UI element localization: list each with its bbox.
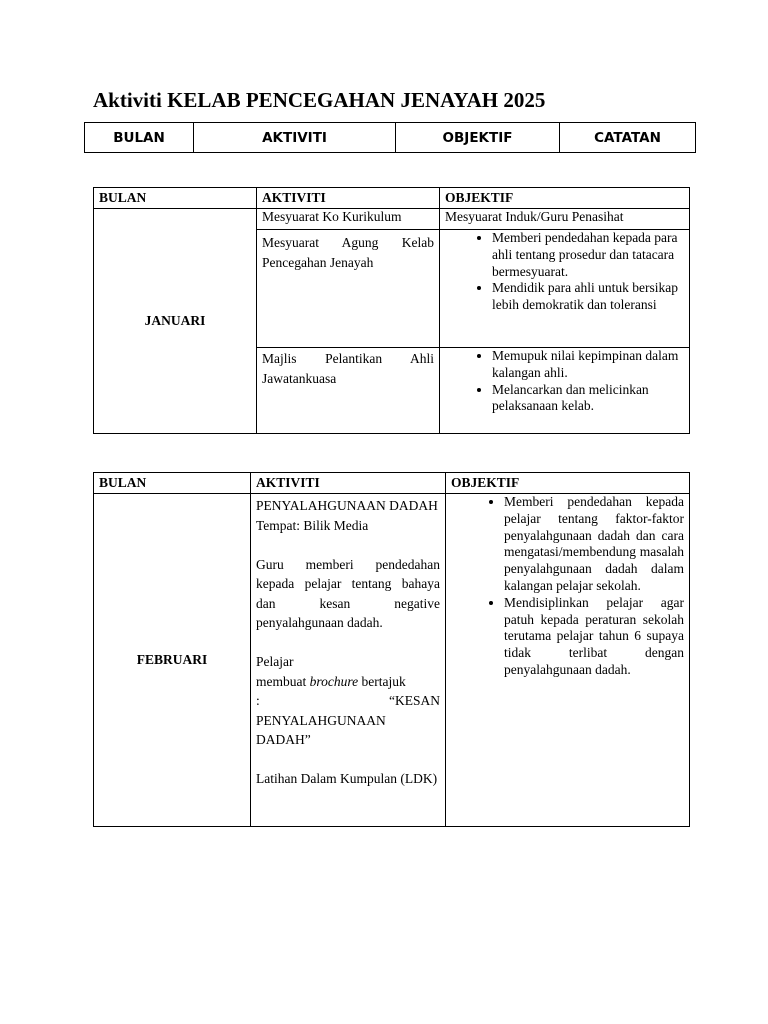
activity-ldk: Latihan Dalam Kumpulan (LDK) [256, 771, 438, 786]
col-bulan-header: BULAN [94, 473, 251, 494]
activity-place: Tempat: Bilik Media [256, 517, 369, 533]
objective-cell [440, 230, 690, 348]
col-objektif-header: OBJEKTIF [446, 473, 690, 494]
activity-cell [251, 494, 446, 827]
page-title: Aktiviti KELAB PENCEGAHAN JENAYAH 2025 [93, 88, 546, 112]
col-bulan-header: BULAN [94, 188, 257, 209]
activity-cell: Mesyuarat Ko Kurikulum [257, 209, 440, 230]
objective-item: • Mendisiplinkan pelajar agar patuh kepada peraturan sekolah terutama pelajar tahun 6 supaya tidak terlibat dengan penyalahgunaan dadah. [504, 595, 684, 679]
brochure-emphasis: brochure [309, 673, 359, 689]
activity-brochure-line: membuat brochure bertajuk [256, 673, 406, 689]
objective-item: • Mendidik para ahli untuk bersikap lebih demokratik dan toleransi [492, 280, 684, 314]
objective-item: • Memberi pendedahan kepada para ahli tentang prosedur dan tatacara bermesyuarat. [492, 230, 684, 280]
januari-table [93, 187, 690, 434]
objective-cell [440, 348, 690, 434]
februari-table [93, 472, 690, 827]
header-col-objektif: OBJEKTIF [396, 123, 560, 153]
month-februari: FEBRUARI [94, 494, 251, 827]
activity-cell: Majlis Pelantikan Ahli Jawatankuasa [257, 348, 440, 434]
activity-description: Guru memberi pendedahan kepada pelajar tentang bahaya dan kesan negative penyalahgunaan dadah. [256, 556, 440, 630]
activity-cell: Mesyuarat Agung Kelab Pencegahan Jenayah [257, 230, 440, 348]
objective-cell [446, 494, 690, 827]
col-objektif-header: OBJEKTIF [440, 188, 690, 209]
objective-item: • Memupuk nilai kepimpinan dalam kalangan ahli. [492, 348, 684, 382]
objective-item: • Memberi pendedahan kepada pelajar tentang faktor-faktor penyalahgunaan dadah dan cara mengatasi/membendung masalah penyalahgunaan dadah dalam kalangan pelajar sekolah. [504, 494, 684, 595]
header-table [84, 122, 696, 153]
objective-item: • Melancarkan dan melicinkan pelaksanaan kelab. [492, 382, 684, 416]
col-aktiviti-header: AKTIVITI [251, 473, 446, 494]
header-col-catatan: CATATAN [560, 123, 696, 153]
header-col-bulan: BULAN [85, 123, 194, 153]
objective-cell: Mesyuarat Induk/Guru Penasihat [440, 209, 690, 230]
month-januari: JANUARI [94, 209, 257, 434]
activity-brochure-title: : “KESAN PENYALAHGUNAAN DADAH” [256, 693, 440, 747]
activity-line: Pelajar [256, 654, 294, 669]
col-aktiviti-header: AKTIVITI [257, 188, 440, 209]
header-col-aktiviti: AKTIVITI [194, 123, 396, 153]
activity-title: PENYALAHGUNAAN DADAH [256, 498, 438, 513]
